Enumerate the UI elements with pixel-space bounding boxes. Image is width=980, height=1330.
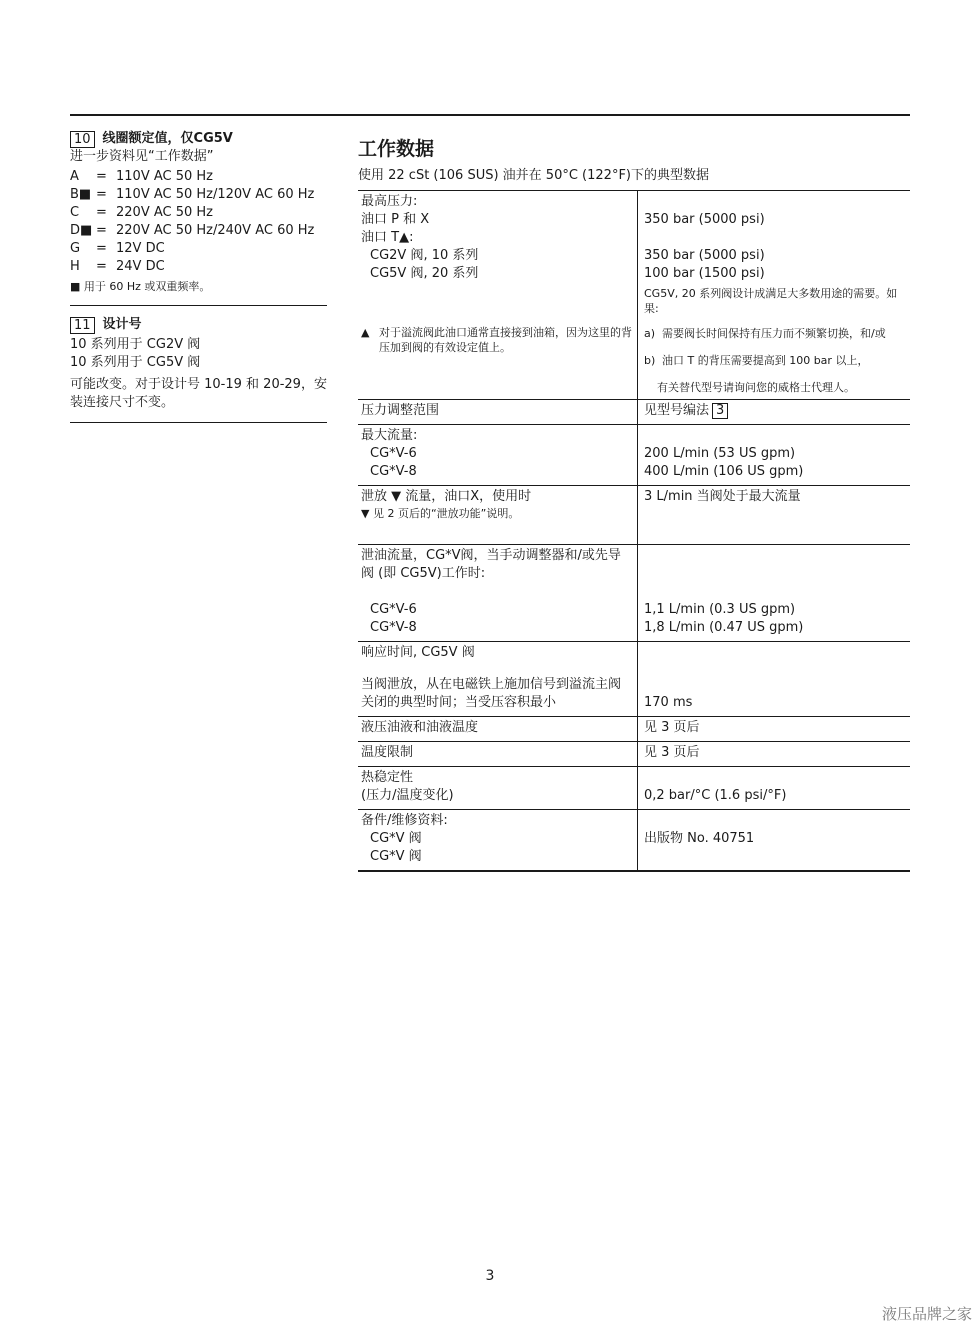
pressure-range-value: 见型号编法 xyxy=(644,403,710,418)
response-time-label: 响应时间, CG5V 阀 xyxy=(361,645,475,660)
row-label-cell xyxy=(358,545,638,641)
row-value-cell xyxy=(638,486,910,544)
model-8-label: CG*V-8 xyxy=(370,464,417,479)
row-value-cell xyxy=(638,767,910,809)
section-10-heading xyxy=(70,130,327,148)
table-row xyxy=(358,191,910,400)
cg5v-description: CG5V, 20 系列阀设计成满足大多数用途的需要。如果: xyxy=(644,287,898,315)
section-11-heading xyxy=(70,316,327,334)
condition-b xyxy=(644,353,906,368)
thermal-stability-label: 热稳定性 xyxy=(361,770,414,785)
vent-flow-value: 3 L/min 当阀处于最大流量 xyxy=(644,489,801,504)
condition-b-text: 油口 T 的背压需要提高到 100 bar 以上， xyxy=(662,354,869,367)
coil-note: ■ 用于 60 Hz 或双重频率。 xyxy=(70,280,211,293)
cg5v-label: CG5V 阀, 20 系列 xyxy=(370,266,479,281)
page-subtitle: 使用 22 cSt (106 SUS) 油并在 50°C (122°F)下的典型数据 xyxy=(358,168,709,183)
operating-data-table xyxy=(358,190,910,872)
row-value-cell xyxy=(638,191,910,399)
section-10-title: 线圈额定值，仅CG5V xyxy=(102,131,233,146)
value-cg5v: 100 bar (1500 psi) xyxy=(644,266,765,281)
coil-code: C xyxy=(70,205,80,220)
drain-flow-6-value: 1,1 L/min (0.3 US gpm) xyxy=(644,602,796,617)
coil-eq: = xyxy=(96,169,107,184)
coil-eq: = xyxy=(96,187,107,202)
coil-list xyxy=(70,168,327,276)
table-row xyxy=(358,717,910,742)
coil-value: 220V AC 50 Hz/240V AC 60 Hz xyxy=(116,223,315,238)
table-row xyxy=(358,545,910,642)
page-title: 工作数据 xyxy=(358,138,435,160)
table-row xyxy=(358,642,910,717)
coil-code: A xyxy=(70,169,79,184)
row-value-cell xyxy=(638,642,910,716)
left-column xyxy=(70,130,327,433)
section-11-number: 11 xyxy=(70,317,95,334)
table-row xyxy=(358,767,910,810)
temp-limit-value: 见 3 页后 xyxy=(644,745,700,760)
cg2v-label: CG2V 阀, 10 系列 xyxy=(370,248,479,263)
max-flow-label: 最大流量: xyxy=(361,428,418,443)
row-label-cell xyxy=(358,191,638,399)
condition-a xyxy=(644,326,906,341)
fluid-temp-label: 液压油液和油液温度 xyxy=(358,717,638,741)
coil-eq: = xyxy=(96,259,107,274)
coil-code: G xyxy=(70,241,81,256)
design-line-1: 10 系列用于 CG2V 阀 xyxy=(70,337,201,352)
triangle-up-icon: ▲ xyxy=(361,326,370,339)
max-pressure-label: 最高压力: xyxy=(361,194,418,209)
table-row xyxy=(358,742,910,767)
model-6-label: CG*V-6 xyxy=(370,602,417,617)
value-px: 350 bar (5000 psi) xyxy=(644,212,765,227)
port-t-label: 油口 T▲: xyxy=(361,230,414,245)
coil-row xyxy=(70,240,327,258)
coil-row xyxy=(70,186,327,204)
section-11-title: 设计号 xyxy=(102,317,142,332)
coil-row xyxy=(70,258,327,276)
row-label-cell xyxy=(358,810,638,870)
row-value-cell xyxy=(638,545,910,641)
table-row xyxy=(358,486,910,545)
spare-parts-model-1: CG*V 阀 xyxy=(370,831,422,846)
coil-value: 110V AC 50 Hz/120V AC 60 Hz xyxy=(116,187,315,202)
value-cg2v: 350 bar (5000 psi) xyxy=(644,248,765,263)
coil-eq: = xyxy=(96,241,107,256)
condition-a-text: 需要阀长时间保持有压力而不频繁切换，和/或 xyxy=(662,327,886,340)
row-value-cell xyxy=(638,717,910,741)
section-10-more-info: 进一步资料见“工作数据” xyxy=(70,149,214,164)
row-value-cell xyxy=(638,742,910,766)
left-divider-bottom xyxy=(70,422,327,423)
table-row xyxy=(358,810,910,870)
spare-parts-label: 备件/维修资料: xyxy=(361,813,448,828)
row-label-cell xyxy=(358,767,638,809)
condition-a-marker: a) xyxy=(644,327,656,340)
response-time-desc: 当阀泄放，从在电磁铁上施加信号到溢流主阀关闭的典型时间；当受压容积最小 xyxy=(361,677,622,710)
drain-flow-8-value: 1,8 L/min (0.47 US gpm) xyxy=(644,620,804,635)
table-row xyxy=(358,400,910,425)
model-6-label: CG*V-6 xyxy=(370,446,417,461)
table-row xyxy=(358,425,910,486)
max-flow-6-value: 200 L/min (53 US gpm) xyxy=(644,446,796,461)
coil-eq: = xyxy=(96,223,107,238)
page-number: 3 xyxy=(485,1268,495,1284)
coil-value: 110V AC 50 Hz xyxy=(116,169,213,184)
row-value-cell xyxy=(638,810,910,870)
coil-row xyxy=(70,222,327,240)
left-divider xyxy=(70,305,327,306)
section-10-number: 10 xyxy=(70,131,95,148)
coil-row xyxy=(70,204,327,222)
design-note: 可能改变。对于设计号 10-19 和 20-29，安装连接尺寸不变。 xyxy=(70,377,327,410)
port-px-label: 油口 P 和 X xyxy=(361,212,430,227)
thermal-stability-value: 0,2 bar/°C (1.6 psi/°F) xyxy=(644,788,787,803)
coil-code: B■ xyxy=(70,187,92,202)
row-label-cell xyxy=(358,425,638,485)
design-line-2: 10 系列用于 CG5V 阀 xyxy=(70,355,201,370)
condition-b-marker: b) xyxy=(644,354,656,367)
triangle-note xyxy=(361,325,633,355)
vent-flow-label: 泄放 ▼ 流量，油口X，使用时 xyxy=(361,489,532,504)
row-label-cell xyxy=(358,486,638,544)
temp-limit-label: 温度限制 xyxy=(358,742,638,766)
consult-note: 有关替代型号请询问您的威格士代理人。 xyxy=(657,381,855,394)
drain-flow-label: 泄油流量，CG*V阀，当手动调整器和/或先导阀 (即 CG5V)工作时: xyxy=(361,548,621,581)
coil-value: 220V AC 50 Hz xyxy=(116,205,213,220)
triangle-note-text: 对于溢流阀此油口通常直接接到油箱，因为这里的背压加到阀的有效设定值上。 xyxy=(379,326,632,354)
model-8-label: CG*V-8 xyxy=(370,620,417,635)
coil-code: H xyxy=(70,259,80,274)
spare-parts-model-2: CG*V 阀 xyxy=(370,849,422,864)
coil-value: 24V DC xyxy=(116,259,165,274)
coil-row xyxy=(70,168,327,186)
row-value-cell xyxy=(638,425,910,485)
coil-value: 12V DC xyxy=(116,241,165,256)
row-label-cell xyxy=(358,642,638,716)
max-flow-8-value: 400 L/min (106 US gpm) xyxy=(644,464,804,479)
response-time-value: 170 ms xyxy=(644,695,693,710)
coil-code: D■ xyxy=(70,223,93,238)
row-value-cell xyxy=(638,400,910,424)
watermark: 液压品牌之家 xyxy=(881,1305,972,1323)
pressure-range-label: 压力调整范围 xyxy=(358,400,638,424)
top-rule xyxy=(70,114,910,116)
fluid-temp-value: 见 3 页后 xyxy=(644,720,700,735)
model-code-ref-box: 3 xyxy=(712,403,728,419)
thermal-stability-sub: (压力/温度变化) xyxy=(361,788,454,803)
spare-parts-value: 出版物 No. 40751 xyxy=(644,831,755,846)
right-column xyxy=(358,136,910,872)
vent-flow-note: ▼ 见 2 页后的“泄放功能”说明。 xyxy=(361,507,520,520)
coil-eq: = xyxy=(96,205,107,220)
